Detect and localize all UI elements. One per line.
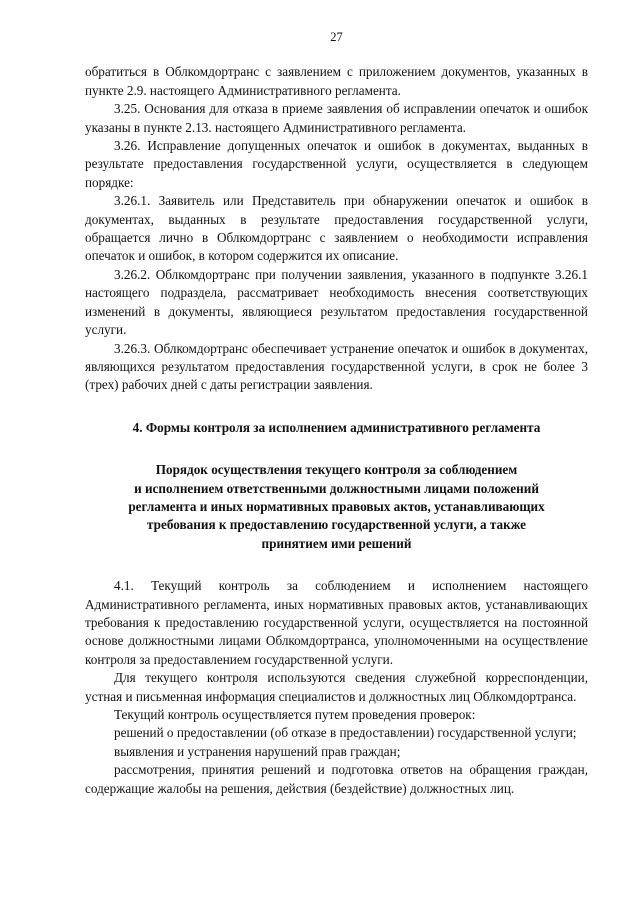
paragraph: обратиться в Облкомдортранс с заявлением с приложением документов, указанных в пункте 2.9. настоящего Административного регламента. [85,64,588,98]
body-top [85,63,588,394]
subsection-heading-line: принятием ими решений [261,535,412,551]
paragraph: 3.26. Исправление допущенных опечаток и ошибок в документах, выданных в результате предоставления государственной услуги, осуществляется в следующем порядке: [85,138,588,190]
subsection-heading [85,461,588,553]
subsection-heading-line: требования к предоставлению государственной услуги, а также [147,517,526,533]
paragraph: решений о предоставлении (об отказе в предоставлении) государственной услуги; [114,725,577,741]
paragraph: 3.26.2. Облкомдортранс при получении заявления, указанного в подпункте 3.26.1 настоящего подраздела, рассматривает необходимость внесения соответствующих изменений в документы, являющиеся результатом предоставления государственной услуги. [85,266,588,338]
paragraph: 3.26.3. Облкомдортранс обеспечивает устранение опечаток и ошибок в документах, являющихся результатом предоставления государственной услуги, в срок не более 3 (трех) рабочих дней с даты регистрации заявления. [85,340,588,393]
page-number: 27 [330,30,343,44]
subsection-heading-line: и исполнением ответственными должностными лицами положений [134,480,539,496]
body-bottom [85,577,588,798]
paragraph: Для текущего контроля используются сведения служебной корреспонденции, устная и письменная информация специалистов и должностных лиц Облкомдортранса. [85,670,588,704]
paragraph: Текущий контроль осуществляется путем проведения проверок: [114,707,476,722]
paragraph: 3.25. Основания для отказа в приеме заявления об исправлении опечаток и ошибок указаны в пункте 2.13. настоящего Административного регламента. [85,101,588,135]
paragraph: рассмотрения, принятия решений и подготовка ответов на обращения граждан, содержащие жалобы на решения, действия (бездействие) должностных лиц. [85,762,588,796]
subsection-heading-line: Порядок осуществления текущего контроля за соблюдением [155,462,518,478]
document-page [85,28,588,798]
paragraph: 3.26.1. Заявитель или Представитель при обнаружении опечаток и ошибок в документах, выданных в результате предоставления государственной услуги, обращается лично в Облкомдортранс с заявлением о необходимости исправления опечаток и ошибок, в котором содержится их описание. [85,193,588,264]
section-heading: 4. Формы контроля за исполнением административного регламента [132,419,541,435]
paragraph: выявления и устранения нарушений прав граждан; [114,743,401,759]
paragraph: 4.1. Текущий контроль за соблюдением и исполнением настоящего Административного регламента, иных нормативных правовых актов, устанавливающих требования к предоставлению государственной услуги, осуществляется на постоянной основе должностными лицами Облкомдортранса, уполномоченными на осуществление контроля за предоставлением государственной услуги. [85,578,588,667]
subsection-heading-line: регламента и иных нормативных правовых актов, устанавливающих [128,498,545,514]
